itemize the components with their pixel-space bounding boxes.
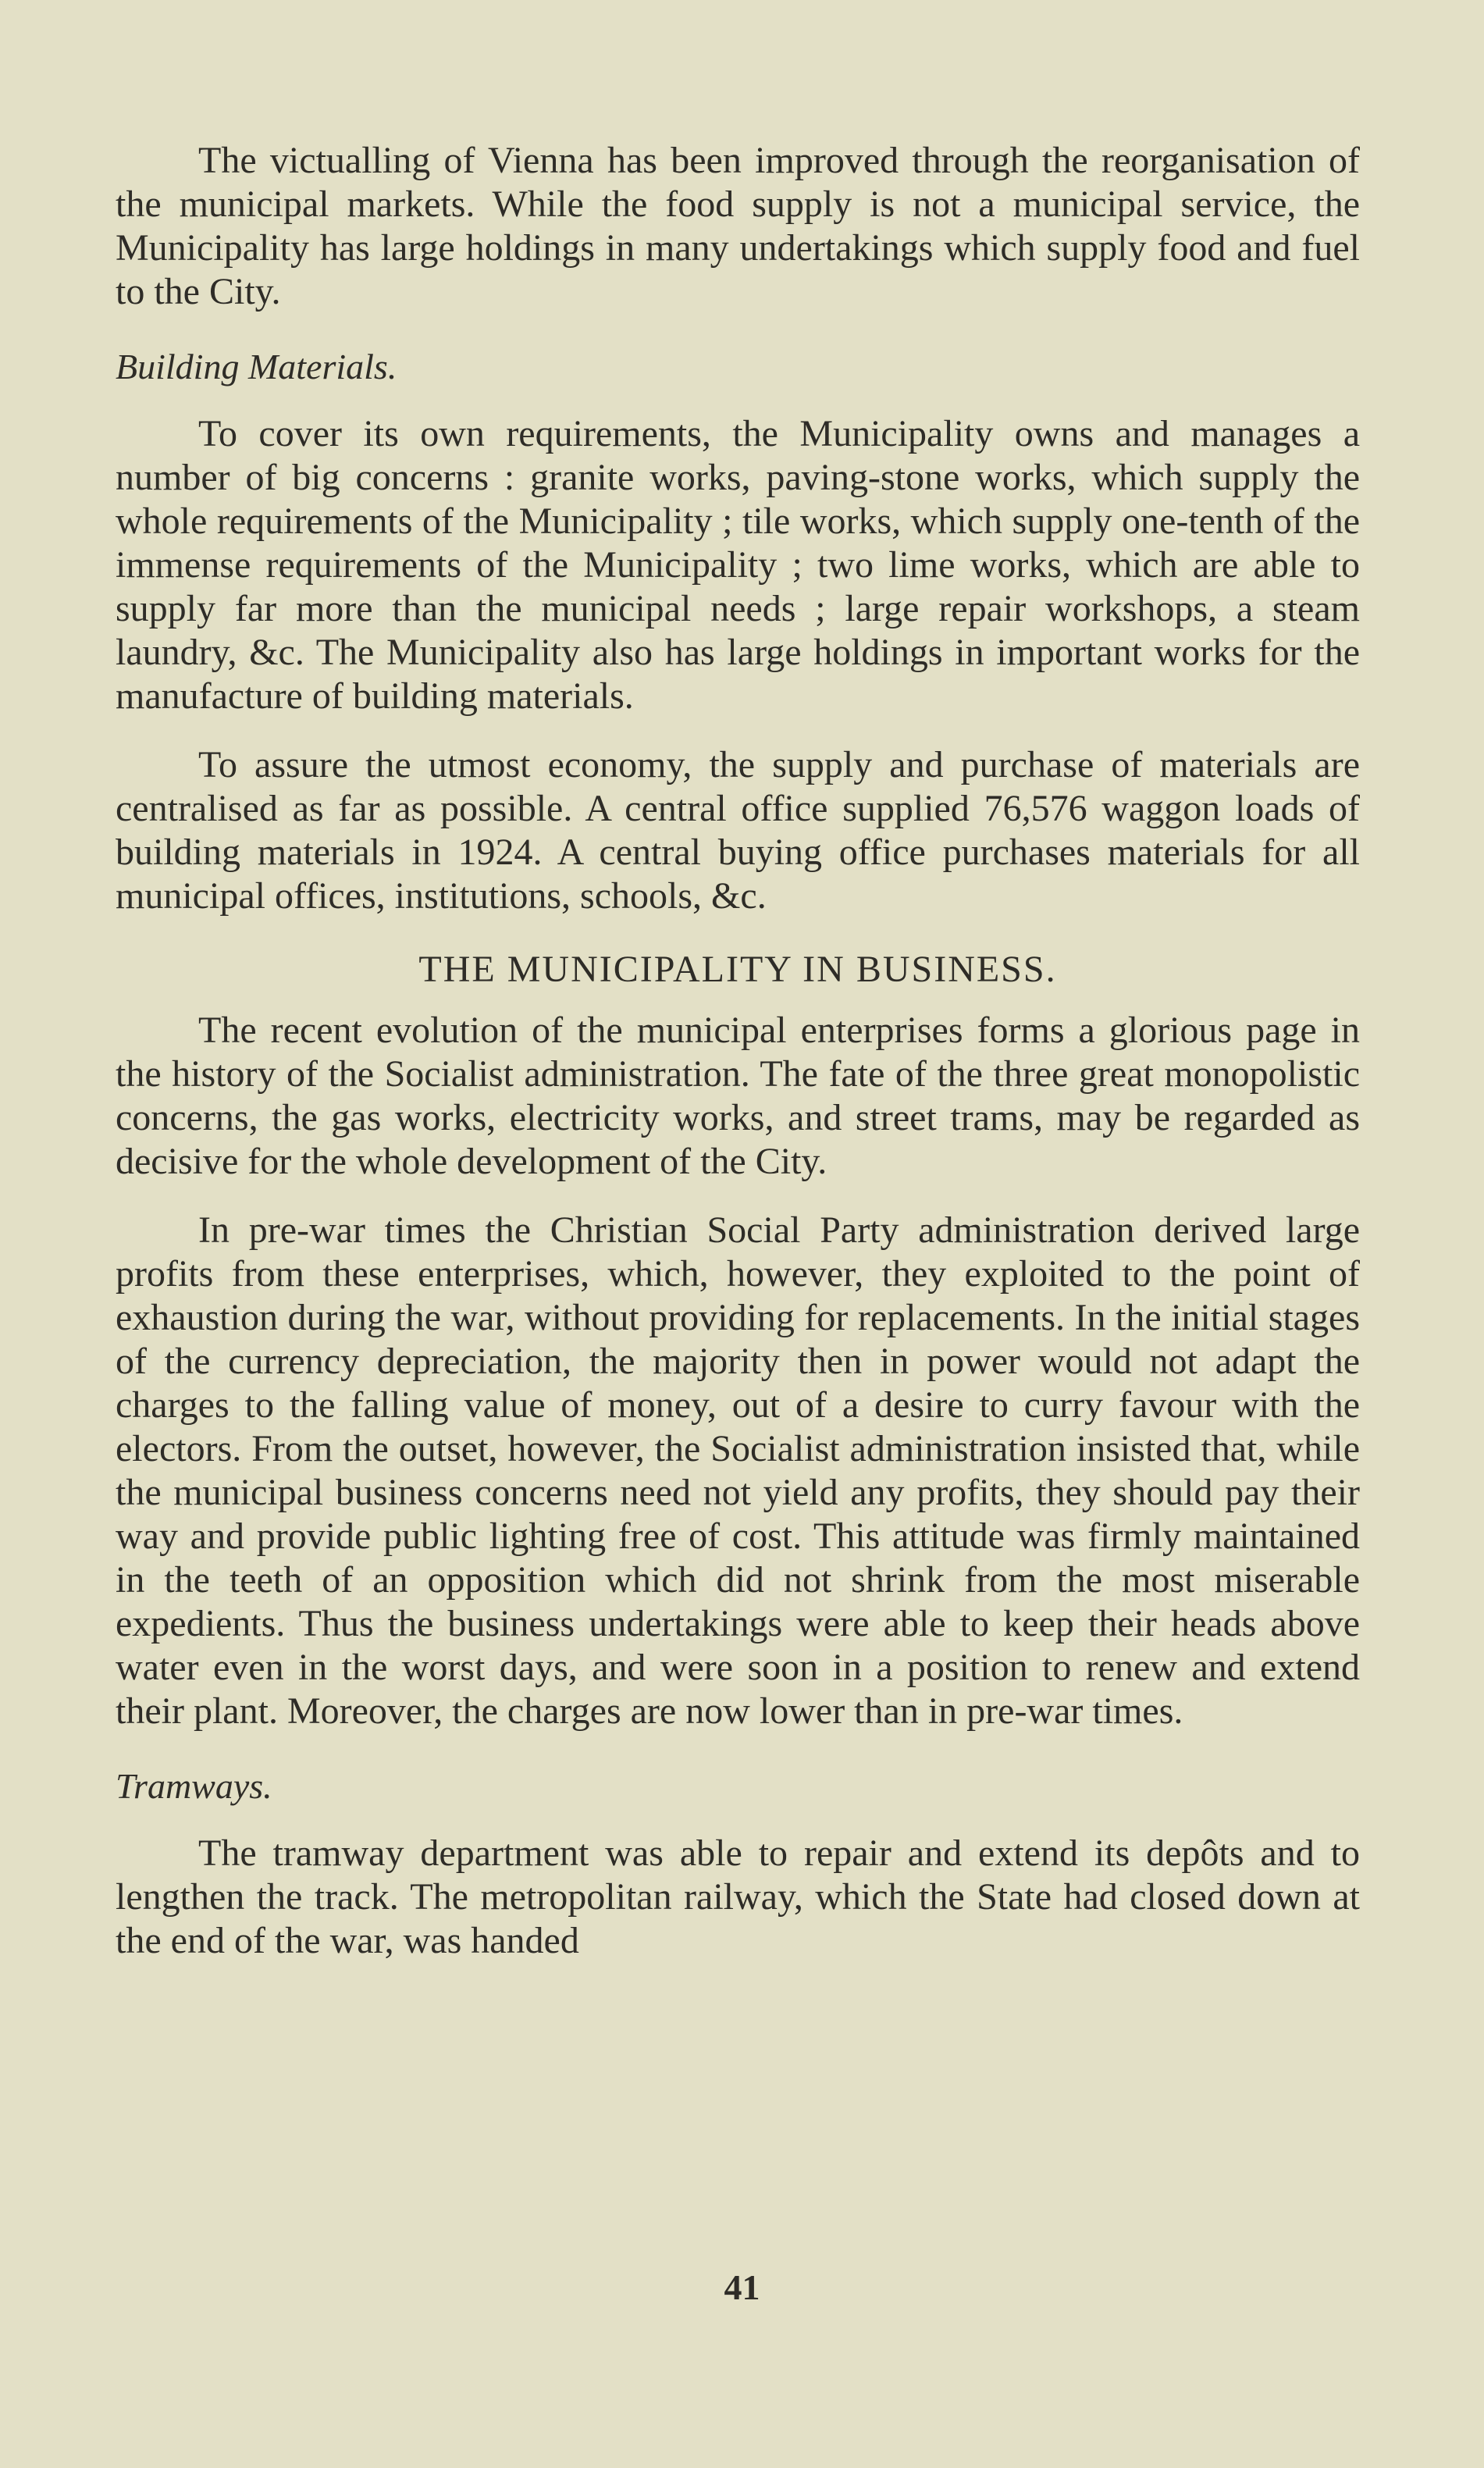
page-body	[116, 139, 1360, 1963]
paragraph-victualling: The victualling of Vienna has been improved through the reorganisation of the municipal markets. While the food supply is not a municipal service, the Municipality has large holdings in many undertakings which supply food and fuel to the City.	[116, 140, 1360, 312]
heading-building-materials: Building Materials.	[116, 347, 397, 386]
heading-tramways: Tramways.	[116, 1766, 272, 1806]
section-title-municipality-in-business: THE MUNICIPALITY IN BUSINESS.	[418, 949, 1057, 990]
paragraph-building-concerns: To cover its own requirements, the Municipality owns and manages a number of big concerns : granite works, paving-stone works, which supply the whole requirements of the Municipality ; tile works, which supply one-tenth of the immense requirements of the Municipality ; two lime works, which are able to supply far more than the municipal needs ; large repair workshops, a steam laundry, &c. The Municipality also has large holdings in important works for the manufacture of building materials.	[116, 413, 1360, 717]
paragraph-pre-war: In pre-war times the Christian Social Party administration derived large profits from these enterprises, which, however, they exploited to the point of exhaustion during the war, without providing for replacements. In the initial stages of the currency depreciation, the majority then in power would not adapt the charges to the falling value of money, out of a desire to curry favour with the electors. From the outset, however, the Socialist administration insisted that, while the municipal business concerns need not yield any profits, they should pay their way and provide public lighting free of cost. This attitude was firmly maintained in the teeth of an opposition which did not shrink from the most miserable expedients. Thus the business undertakings were able to keep their heads above water even in the worst days, and were soon in a position to renew and extend their plant. Moreover, the charges are now lower than in pre-war times.	[116, 1209, 1360, 1732]
paragraph-economy: To assure the utmost economy, the supply and purchase of materials are centralised as far as possible. A central office supplied 76,576 waggon loads of building materials in 1924. A central buying office purchases materials for all municipal offices, institutions, schools, &c.	[116, 744, 1360, 917]
paragraph-evolution: The recent evolution of the municipal enterprises forms a glorious page in the history of the Socialist administration. The fate of the three great monopolistic concerns, the gas works, electricity works, and street trams, may be regarded as decisive for the whole development of the City.	[116, 1010, 1360, 1182]
paragraph-tramway-department: The tramway department was able to repair and extend its depôts and to lengthen the track. The metropolitan railway, which the State had closed down at the end of the war, was handed	[116, 1832, 1360, 1961]
page-number: 41	[724, 2267, 760, 2307]
